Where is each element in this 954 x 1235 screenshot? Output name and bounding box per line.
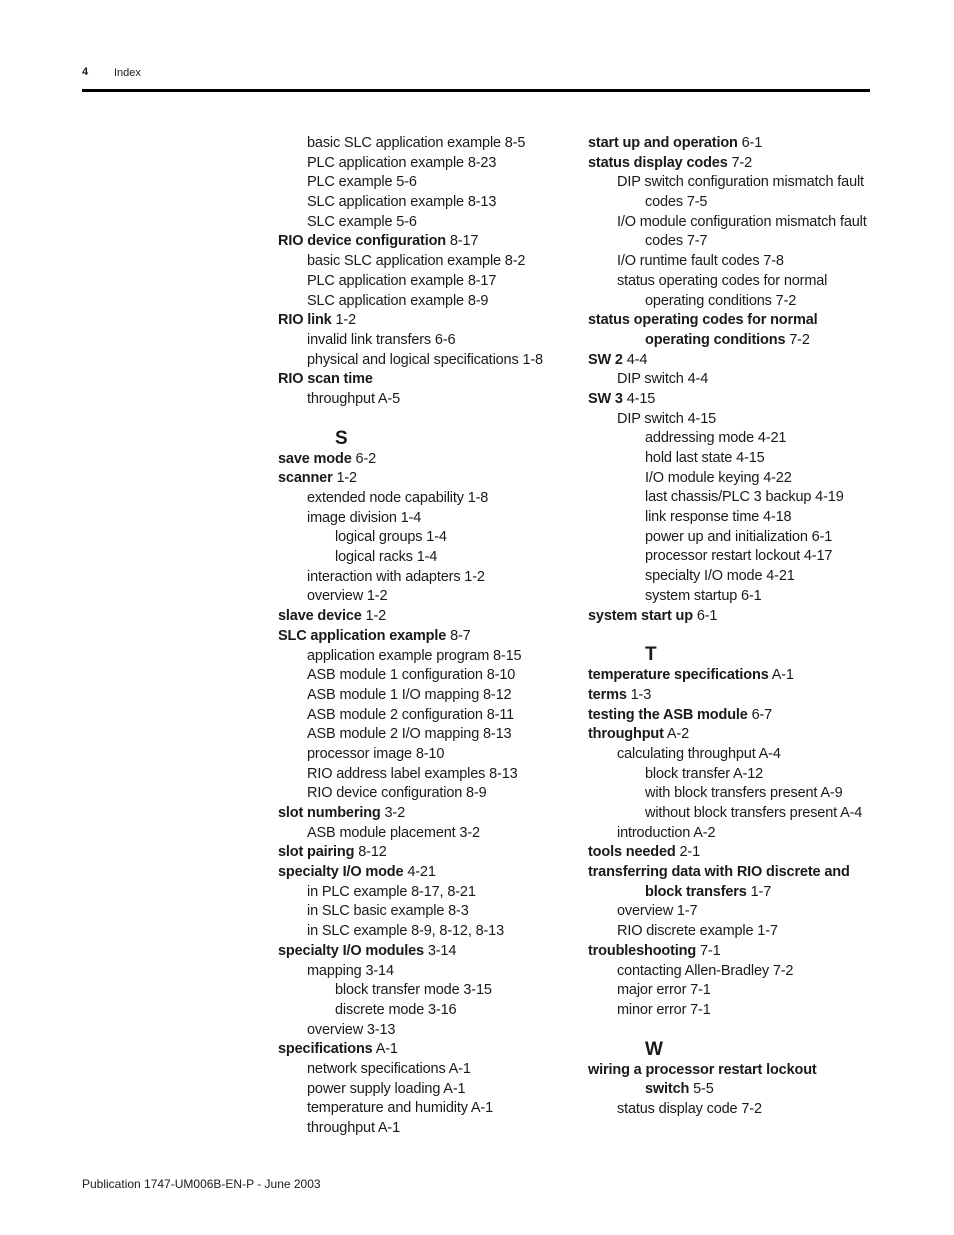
index-term: RIO device configuration [278,233,447,250]
page-reference: 6-1 [737,135,763,151]
page-reference: 4-4 [622,351,648,368]
index-term: start up and operation [588,135,738,151]
page-reference: 5-5 [689,1081,714,1098]
index-sub-entry: hold last state 4-15 [645,450,765,466]
index-sub-entry: RIO device configuration 8-9 [307,785,487,802]
index-sub-entry: ASB module placement 3-2 [307,824,480,841]
index-sub-entry: system startup 6-1 [645,587,762,604]
index-sub-entry: minor error 7-1 [617,1001,711,1018]
index-sub-entry: mapping 3-14 [307,962,394,979]
index-sub-entry: I/O module keying 4-22 [645,469,792,486]
index-sub-entry [588,883,888,903]
index-term: wiring a processor restart lockout [588,1061,817,1078]
index-sub-entry: discrete mode 3-16 [335,1001,457,1018]
index-sub-entry: codes 7-7 [645,233,708,250]
index-main-entry [588,390,888,410]
section-spacer [278,410,578,428]
index-sub-entry: ASB module 2 I/O mapping 8-13 [307,726,512,743]
index-sub-entry: in PLC example 8-17, 8-21 [307,883,476,900]
index-main-entry [278,863,578,883]
index-main-entry [588,706,888,726]
index-term: SW 3 [588,390,623,407]
index-term: save mode [278,450,352,467]
index-sub-entry: logical groups 1-4 [335,529,447,546]
index-main-entry [278,843,578,863]
running-header: Index [114,67,141,79]
index-sub-entry: temperature and humidity A-1 [307,1100,494,1117]
page-reference: 3-2 [380,805,406,821]
index-term: specialty I/O modules [278,942,424,959]
index-main-entry [278,232,578,252]
index-sub-entry: introduction A-2 [617,824,716,841]
index-sub-entry: power supply loading A-1 [307,1080,466,1097]
page-reference: 8-7 [446,627,471,644]
index-main-entry [588,134,888,154]
index-sub-entry: logical racks 1-4 [335,549,438,566]
index-sub-entry: with block transfers present A-9 [645,785,843,802]
index-sub-entry: physical and logical specifications 1-8 [307,351,543,368]
index-sub-entry: throughput A-5 [307,390,401,407]
index-term: troubleshooting [588,942,697,959]
index-main-entry [278,942,578,962]
index-sub-entry: in SLC basic example 8-3 [307,903,469,920]
index-sub-entry: invalid link transfers 6-6 [307,331,456,348]
index-main-entry [278,311,578,331]
index-letter-heading: W [645,1038,663,1060]
index-main-entry [278,370,578,390]
index-term: temperature specifications [588,667,769,684]
index-term: system start up [588,607,693,624]
index-term: slot pairing [278,844,355,861]
index-term: transferring data with RIO discrete and [588,864,850,881]
index-sub-entry: SLC application example 8-9 [307,292,489,309]
index-sub-entry: power up and initialization 6-1 [645,528,833,545]
page-reference: A-1 [372,1041,398,1058]
index-main-entry [278,627,578,647]
index-sub-entry: ASB module 1 I/O mapping 8-12 [307,686,512,703]
index-sub-entry: block transfer mode 3-15 [335,982,492,999]
index-sub-entry [588,1080,888,1100]
index-main-entry [278,450,578,470]
index-term: RIO link [278,312,332,329]
index-sub-entry: operating conditions 7-2 [645,292,797,309]
index-main-entry [588,843,888,863]
header-rule [82,89,870,92]
index-sub-entry: PLC application example 8-17 [307,272,497,289]
index-main-entry [588,1061,888,1081]
index-sub-entry: overview 1-2 [307,588,388,605]
index-sub-entry: without block transfers present A-4 [645,805,863,821]
index-term: status operating codes for normal [588,312,818,329]
index-term: scanner [278,470,333,487]
index-sub-entry: status display code 7-2 [617,1100,762,1117]
page-reference: 8-17 [446,233,479,250]
index-sub-entry: DIP switch 4-15 [617,410,717,427]
index-sub-entry: application example program 8-15 [307,647,522,664]
index-sub-entry: DIP switch 4-4 [617,371,709,388]
index-sub-entry: I/O runtime fault codes 7-8 [617,253,784,270]
index-main-entry [588,311,888,331]
page-reference: 6-7 [747,706,773,723]
index-term: operating conditions [645,331,786,348]
page-reference: 8-12 [354,844,387,861]
index-sub-entry: network specifications A-1 [307,1060,471,1077]
page-reference: 7-2 [727,154,753,171]
index-sub-entry: image division 1-4 [307,509,422,526]
index-term: RIO scan time [278,371,373,388]
index-main-entry [588,607,888,627]
index-sub-entry: ASB module 2 configuration 8-11 [307,706,515,723]
page-reference: 3-14 [423,942,457,959]
page-reference: 4-21 [403,864,436,881]
page-reference: A-2 [663,726,690,743]
index-main-entry [588,351,888,371]
index-sub-entry: RIO discrete example 1-7 [617,923,778,940]
index-sub-entry: extended node capability 1-8 [307,490,489,506]
index-term: SW 2 [588,351,623,368]
index-term: specialty I/O mode [278,864,404,881]
index-sub-entry: contacting Allen-Bradley 7-2 [617,962,794,979]
page-reference: 6-2 [351,450,376,467]
index-sub-entry: codes 7-5 [645,194,708,211]
index-column-right [588,134,888,1120]
index-letter-heading: T [645,644,657,666]
index-term: slot numbering [278,805,381,821]
page-reference: 4-15 [622,390,656,407]
index-sub-entry: processor image 8-10 [307,745,445,762]
page-reference: 7-2 [785,331,810,348]
index-letter-heading: S [335,427,348,449]
page-reference: 1-2 [332,470,357,487]
page-number: 4 [82,66,89,78]
index-main-entry [278,804,578,824]
publication-footer: Publication 1747-UM006B-EN-P - June 2003 [82,1177,321,1191]
index-main-entry [588,725,888,745]
section-spacer [588,626,888,644]
index-sub-entry: addressing mode 4-21 [645,430,787,447]
index-term: block transfers [645,883,747,900]
index-sub-entry: major error 7-1 [617,982,711,999]
index-term: terms [588,686,627,703]
page-reference: 1-3 [626,686,652,703]
page-reference: 7-1 [696,942,721,959]
index-sub-entry: PLC application example 8-23 [307,154,497,171]
index-sub-entry: calculating throughput A-4 [617,745,781,762]
index-term: testing the ASB module [588,706,748,723]
page-reference: 2-1 [675,844,701,861]
index-sub-entry: RIO address label examples 8-13 [307,765,518,782]
index-sub-entry: basic SLC application example 8-5 [307,135,526,151]
index-sub-entry: processor restart lockout 4-17 [645,548,833,565]
index-term: throughput [588,726,664,743]
index-sub-entry: last chassis/PLC 3 backup 4-19 [645,489,844,506]
index-main-entry [588,942,888,962]
index-sub-entry: I/O module configuration mismatch fault [617,213,867,230]
index-sub-entry: SLC example 5-6 [307,213,417,230]
index-sub-entry [588,331,888,351]
index-sub-entry: in SLC example 8-9, 8-12, 8-13 [307,923,504,940]
index-sub-entry: block transfer A-12 [645,765,764,782]
page-reference: 1-2 [361,608,387,625]
index-main-entry [588,154,888,174]
index-sub-entry: ASB module 1 configuration 8-10 [307,667,516,684]
index-term: specifications [278,1041,373,1058]
index-sub-entry: link response time 4-18 [645,509,792,526]
section-spacer [588,1021,888,1039]
index-sub-entry: overview 3-13 [307,1021,396,1038]
index-sub-entry: overview 1-7 [617,903,698,920]
page-reference: 1-7 [746,883,772,900]
index-term: tools needed [588,844,676,861]
index-column-left [278,134,578,1139]
index-main-entry [278,469,578,489]
index-term: switch [645,1081,690,1098]
index-sub-entry: PLC example 5-6 [307,174,417,191]
index-term: SLC application example [278,627,447,644]
page-reference: 6-1 [692,607,718,624]
index-term: status display codes [588,154,728,171]
index-sub-entry: interaction with adapters 1-2 [307,568,485,585]
index-sub-entry: SLC application example 8-13 [307,194,497,211]
index-term: slave device [278,608,362,625]
index-main-entry [588,686,888,706]
page-reference: 1-2 [331,312,356,329]
index-sub-entry: throughput A-1 [307,1120,401,1136]
index-sub-entry: basic SLC application example 8-2 [307,253,526,270]
index-main-entry [278,607,578,627]
index-sub-entry: DIP switch configuration mismatch fault [617,174,864,191]
index-sub-entry: specialty I/O mode 4-21 [645,568,795,585]
index-main-entry [278,1040,578,1060]
index-sub-entry: status operating codes for normal [617,272,828,289]
page-reference: A-1 [768,667,794,684]
index-main-entry [588,863,888,883]
index-main-entry [588,666,888,686]
